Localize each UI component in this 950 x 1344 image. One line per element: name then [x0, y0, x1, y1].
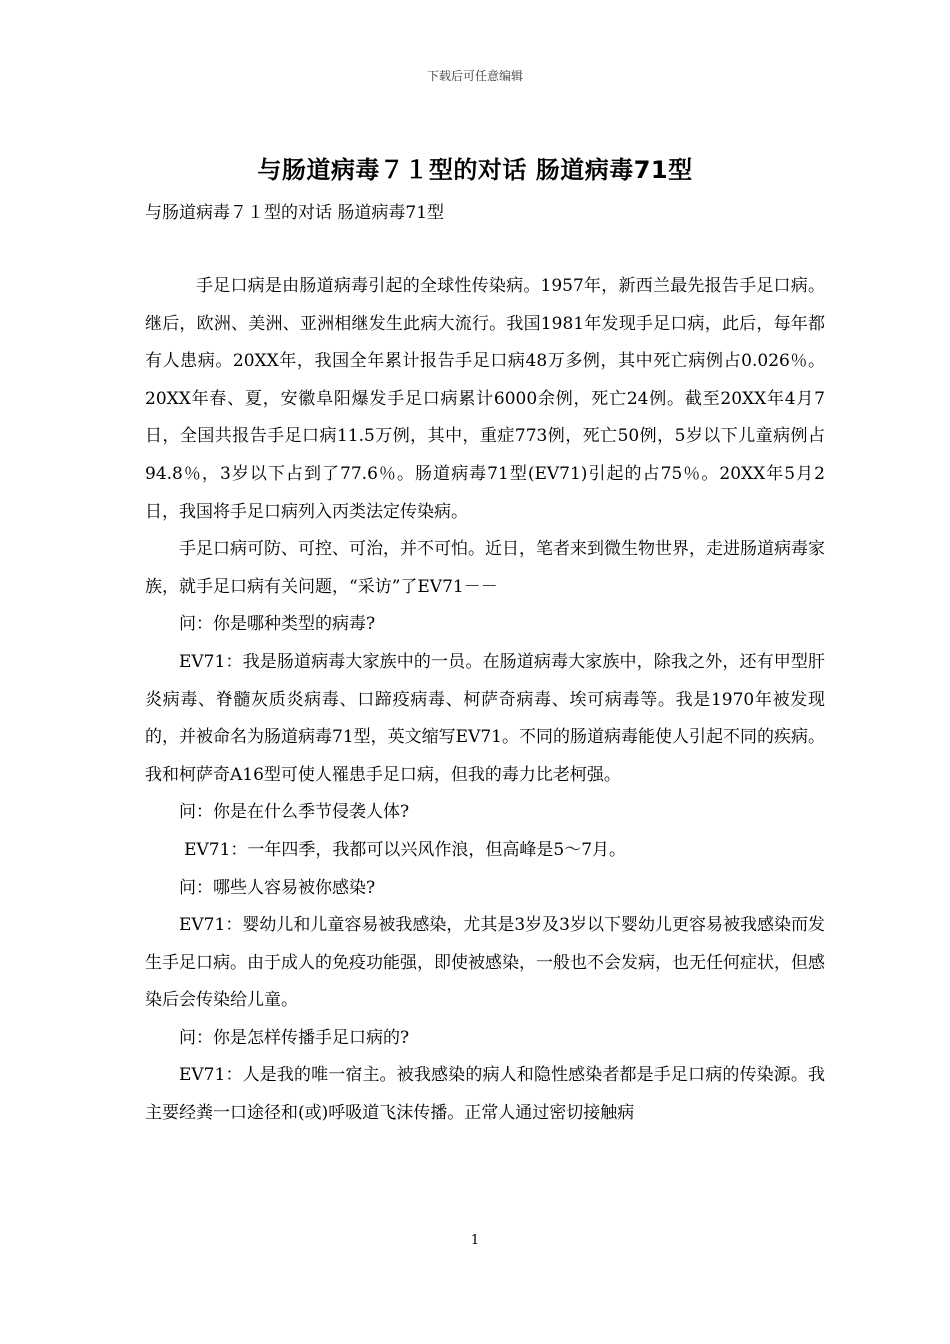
answer-paragraph: EV71：婴幼儿和儿童容易被我感染，尤其是3岁及3岁以下婴幼儿更容易被我感染而发生手足口病。由于成人的免疫功能强，即使被感染，一般也不会发病，也无任何症状，但感染后会传染给儿童。 — [145, 915, 825, 1011]
answer-paragraph: EV71：一年四季，我都可以兴风作浪，但高峰是5～7月。 — [184, 839, 627, 860]
body-paragraph: 手足口病可防、可控、可治，并不可怕。近日，笔者来到微生物世界，走进肠道病毒家族，就手足口病有关问题，“采访”了EV71－－ — [145, 539, 825, 597]
body-paragraph: 手足口病是由肠道病毒引起的全球性传染病。1957年，新西兰最先报告手足口病。继后，欧洲、美洲、亚洲相继发生此病大流行。我国1981年发现手足口病，此后，每年都有人患病。20XX年，我国全年累计报告手足口病48万多例，其中死亡病例占0.026％。20XX年春、夏，安徽阜阳爆发手足口病累计6000余例，死亡24例。截至20XX年4月7日，全国共报告手足口病11.5万例，其中，重症773例，死亡50例，5岁以下儿童病例占94.8％，3岁以下占到了77.6％。肠道病毒71型(EV71)引起的占75％。20XX年5月2日，我国将手足口病列入丙类法定传染病。 — [145, 276, 825, 522]
question-paragraph: 问：你是哪种类型的病毒? — [179, 614, 376, 635]
header-note: 下载后可任意编辑 — [426, 69, 523, 83]
document-body — [145, 268, 825, 1133]
document-subtitle: 与肠道病毒７１型的对话 肠道病毒71型 — [145, 203, 445, 223]
answer-paragraph: EV71：人是我的唯一宿主。被我感染的病人和隐性感染者都是手足口病的传染源。我主要经粪一口途径和(或)呼吸道飞沫传播。正常人通过密切接触病 — [145, 1065, 825, 1124]
answer-paragraph: EV71：我是肠道病毒大家族中的一员。在肠道病毒大家族中，除我之外，还有甲型肝炎病毒、脊髓灰质炎病毒、口蹄疫病毒、柯萨奇病毒、埃可病毒等。我是1970年被发现的，并被命名为肠道病毒71型，英文缩写EV71。不同的肠道病毒能使人引起不同的疾病。我和柯萨奇A16型可使人罹患手足口病，但我的毒力比老柯强。 — [145, 651, 825, 785]
document-title: 与肠道病毒７１型的对话 肠道病毒71型 — [257, 156, 693, 184]
question-paragraph: 问：你是怎样传播手足口病的? — [179, 1027, 410, 1048]
question-paragraph: 问：哪些人容易被你感染? — [179, 877, 376, 898]
page-number: 1 — [470, 1233, 480, 1248]
question-paragraph: 问：你是在什么季节侵袭人体? — [179, 802, 410, 823]
